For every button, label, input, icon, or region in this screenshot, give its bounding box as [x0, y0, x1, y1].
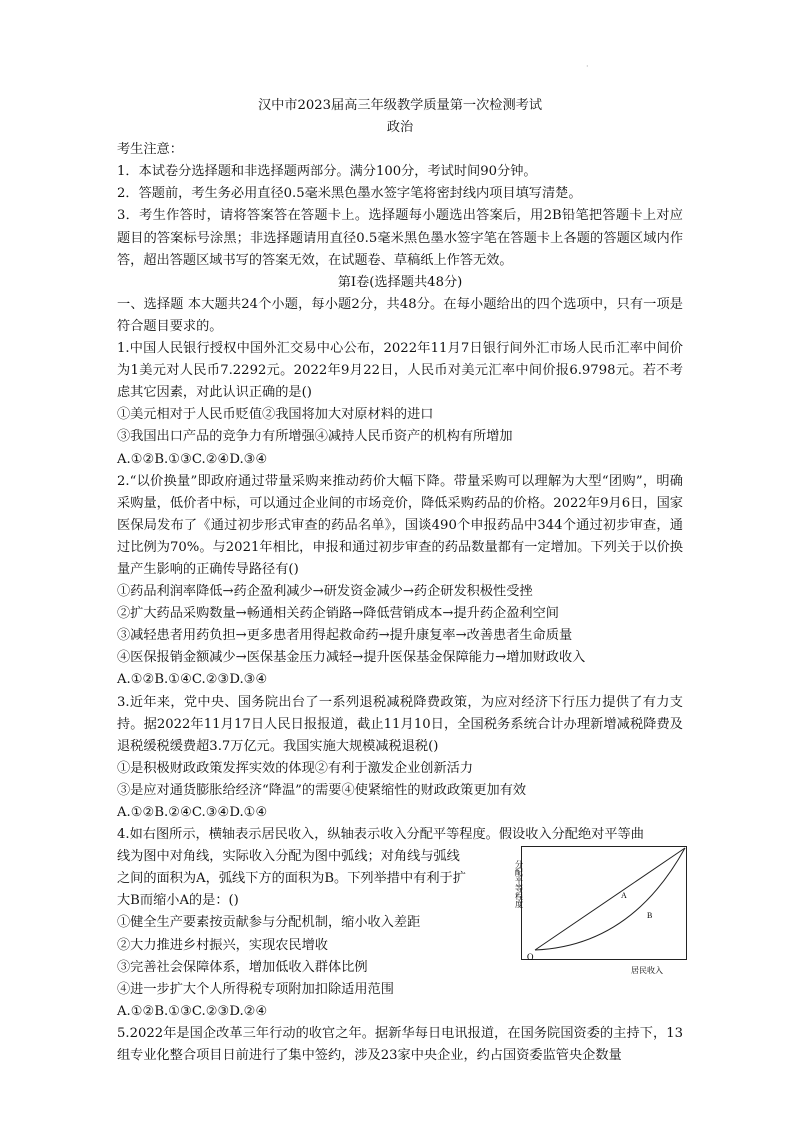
question-option: ③减轻患者用药负担→更多患者用得起救命药→提升康复率→改善患者生命质量 [117, 628, 573, 644]
question-stem: 之间的面积为A，弧线下方的面积为B。下列举措中有利于扩 [117, 871, 466, 887]
notice-item: 3．考生作答时，请将答案答在答题卡上。选择题每小题选出答案后，用2B铅笔把答题卡上对应题目的答案标号涂黑；非选择题请用直径0.5毫米黑色墨水签字笔在答题卡上各题的答题区域内作答，超出答题区域书写的答案无效，在试题卷、草稿纸上作答无效。 [117, 208, 683, 268]
question-4-body [117, 846, 683, 1023]
figure-origin-label: O [527, 952, 534, 963]
section-instruction: 一、选择题 本大题共24个小题，每小题2分，共48分。在每小题给出的四个选项中，只有一项是符合题目要求的。 [117, 296, 683, 334]
notice-item: 1．本试卷分选择题和非选择题两部分。满分100分，考试时间90分钟。 [117, 164, 537, 180]
page-mark: · [586, 62, 589, 71]
question-stem: 1.中国人民银行授权中国外汇交易中心公布，2022年11月7日银行间外汇市场人民币汇率中间价为1美元对人民币7.2292元。2022年9月22日，人民币对美元汇率中间价报6.9798元。若不考虑其它因素，对此认识正确的是() [117, 341, 683, 401]
figure-area-a-label: A [621, 891, 627, 901]
question-choices: A.①②B.②④C.③④D.①④ [117, 805, 268, 820]
lorenz-curve-figure [514, 846, 687, 978]
question-choices: A.①②B.①③C.②③D.②④ [117, 1003, 268, 1019]
question-stem: 2.“以价换量”即政府通过带量采购来推动药价大幅下降。带量采购可以理解为大型“团购”，明确采购量，低价者中标，可以通过企业间的市场竞价，降低采购药品的价格。2022年9月6日，国家医保局发布了《通过初步形式审查的药品名单》，国谈490个申报药品中344个通过初步审查，通过比例为70%。与2021年相比，申报和通过初步审查的药品数量都有一定增加。下列关于以价换量产生影响的正确传导路径有() [117, 473, 683, 577]
exam-subject: 政治 [386, 120, 414, 136]
question-option: ①药品利润率降低→药企盈利减少→研发资金减少→药企研发积极性受挫 [117, 584, 533, 600]
equality-diagonal [535, 848, 685, 950]
question-option: ③是应对通货膨胀给经济“降温”的需要④使紧缩性的财政政策更加有效 [117, 782, 527, 798]
question-stem: 4.如右图所示，横轴表示居民收入，纵轴表示收入分配平等程度。假设收入分配绝对平等曲 [117, 827, 644, 843]
figure-x-label: 居民收入 [631, 966, 663, 976]
figure-y-label: 分配平等程度 [514, 860, 524, 909]
question-option: ④医保报销金额减少→医保基金压力减轻→提升医保基金保障能力→增加财政收入 [117, 650, 586, 666]
question-option: ③完善社会保障体系，增加低收入群体比例 [117, 959, 368, 975]
figure-area-b-label: B [647, 911, 653, 921]
question-option: ④进一步扩大个人所得税专项附加扣除适用范围 [117, 981, 394, 997]
question-stem: 线为图中对角线，实际收入分配为图中弧线；对角线与弧线 [117, 849, 460, 865]
question-stem: 大B而缩小A的是：() [117, 893, 239, 909]
question-option: ③我国出口产品的竞争力有所增强④减持人民币资产的机构有所增加 [117, 429, 513, 445]
question-option: ①是积极财政政策发挥实效的体现②有利于激发企业创新活力 [117, 760, 474, 776]
question-option: ①健全生产要素按贡献参与分配机制，缩小收入差距 [117, 915, 421, 931]
section-title: 第Ⅰ卷(选择题共48分) [337, 274, 463, 290]
notice-item: 2．答题前，考生务必用直径0.5毫米黑色墨水签字笔将密封线内项目填写清楚。 [117, 186, 582, 202]
question-choices: A.①②B.①③C.②④D.③④ [117, 451, 268, 467]
exam-page [117, 95, 683, 1067]
question-option: ②大力推进乡村振兴，实现农民增收 [117, 937, 328, 953]
question-choices: A.①②B.①④C.②③D.③④ [117, 672, 268, 688]
question-stem: 5.2022年是国企改革三年行动的收官之年。据新华每日电讯报道，在国务院国资委的主持下，13组专业化整合项目日前进行了集中签约，涉及23家中央企业，约占国资委监管央企数量 [117, 1025, 683, 1064]
notice-heading: 考生注意： [117, 142, 183, 158]
exam-title: 汉中市2023届高三年级教学质量第一次检测考试 [257, 98, 543, 113]
question-option: ①美元相对于人民币贬值②我国将加大对原材料的进口 [117, 407, 434, 423]
question-option: ②扩大药品采购数量→畅通相关药企销路→降低营销成本→提升药企盈利空间 [117, 606, 559, 622]
question-stem: 3.近年来，党中央、国务院出台了一系列退税减税降费政策，为应对经济下行压力提供了有力支持。据2022年11月17日人民日报报道，截止11月10日，全国税务系统合计办理新增减税降费及退税缓税缓费超3.7万亿元。我国实施大规模减税退税() [117, 694, 683, 754]
